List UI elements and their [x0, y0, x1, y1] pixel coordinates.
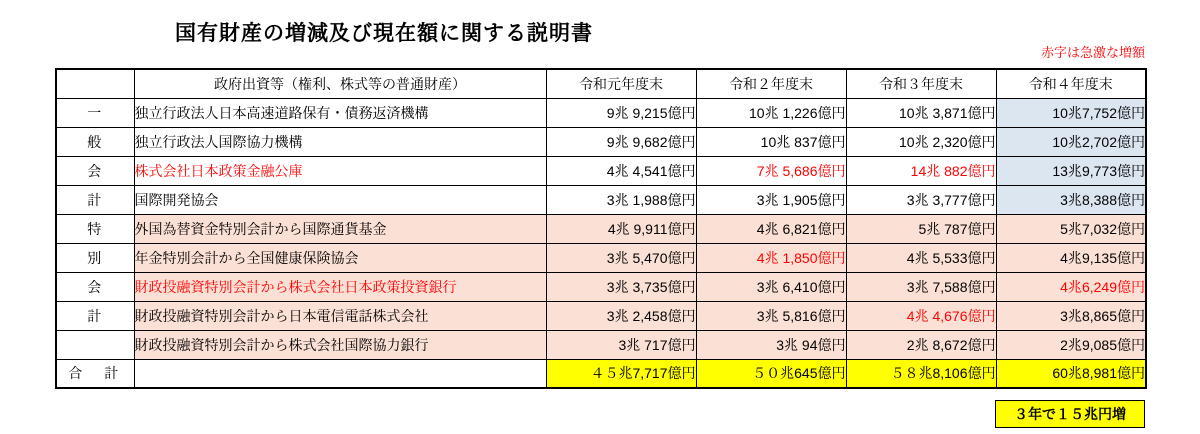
- group-label-general-2: 般: [56, 127, 134, 156]
- row-7-value-1: 3兆 5,816億円: [696, 301, 846, 330]
- table-row: [56, 185, 1146, 214]
- group-label-general-1: 一: [56, 98, 134, 127]
- row-5-value-1: 4兆 1,850億円: [696, 243, 846, 272]
- row-8-value-1: 3兆 94億円: [696, 330, 846, 359]
- table-total-row: [56, 359, 1146, 388]
- page-title: 国有財産の増減及び現在額に関する説明書: [175, 22, 593, 45]
- row-7-value-3: 3兆8,865億円: [996, 301, 1146, 330]
- row-1-value-1: 10兆 837億円: [696, 127, 846, 156]
- table-row: [56, 214, 1146, 243]
- row-6-value-2: 3兆 7,588億円: [846, 272, 996, 301]
- total-value-0: ４５兆7,717億円: [546, 359, 696, 388]
- group-label-special-4: 計: [56, 301, 134, 330]
- red-legend-note: 赤字は急激な増額: [1040, 45, 1145, 60]
- table-row: [56, 127, 1146, 156]
- row-3-value-0: 3兆 1,988億円: [546, 185, 696, 214]
- row-4-value-2: 5兆 787億円: [846, 214, 996, 243]
- row-name-6: 財政投融資特別会計から株式会社日本政策投資銀行: [134, 272, 546, 301]
- row-3-value-1: 3兆 1,905億円: [696, 185, 846, 214]
- row-3-value-2: 3兆 3,777億円: [846, 185, 996, 214]
- table-row: [56, 156, 1146, 185]
- row-name-8: 財政投融資特別会計から株式会社国際協力銀行: [134, 330, 546, 359]
- row-name-0: 独立行政法人日本高速道路保有・債務返済機構: [134, 98, 546, 127]
- row-0-value-1: 10兆 1,226億円: [696, 98, 846, 127]
- row-3-value-3: 3兆8,388億円: [996, 185, 1146, 214]
- row-1-value-2: 10兆 2,320億円: [846, 127, 996, 156]
- table-row: [56, 301, 1146, 330]
- table-header-row: [56, 69, 1146, 98]
- row-5-value-2: 4兆 5,533億円: [846, 243, 996, 272]
- row-name-1: 独立行政法人国際協力機構: [134, 127, 546, 156]
- header-year-3: 令和３年度末: [846, 69, 996, 98]
- row-4-value-0: 4兆 9,911億円: [546, 214, 696, 243]
- row-4-value-1: 4兆 6,821億円: [696, 214, 846, 243]
- row-1-value-3: 10兆2,702億円: [996, 127, 1146, 156]
- row-1-value-0: 9兆 9,682億円: [546, 127, 696, 156]
- row-4-value-3: 5兆7,032億円: [996, 214, 1146, 243]
- header-year-1: 令和元年度末: [546, 69, 696, 98]
- row-8-value-3: 2兆9,085億円: [996, 330, 1146, 359]
- row-name-2: 株式会社日本政策金融公庫: [134, 156, 546, 185]
- row-6-value-3: 4兆6,249億円: [996, 272, 1146, 301]
- row-8-value-2: 2兆 8,672億円: [846, 330, 996, 359]
- row-5-value-3: 4兆9,135億円: [996, 243, 1146, 272]
- group-label-general-4: 計: [56, 185, 134, 214]
- row-6-value-1: 3兆 6,410億円: [696, 272, 846, 301]
- table-row: [56, 272, 1146, 301]
- row-name-3: 国際開発協会: [134, 185, 546, 214]
- group-label-special-2: 別: [56, 243, 134, 272]
- group-label-special-5: [56, 330, 134, 359]
- header-side-blank: [56, 69, 134, 98]
- row-5-value-0: 3兆 5,470億円: [546, 243, 696, 272]
- row-0-value-2: 10兆 3,871億円: [846, 98, 996, 127]
- total-value-1: ５０兆645億円: [696, 359, 846, 388]
- row-7-value-0: 3兆 2,458億円: [546, 301, 696, 330]
- group-label-special-1: 特: [56, 214, 134, 243]
- table-row: [56, 98, 1146, 127]
- header-year-4: 令和４年度末: [996, 69, 1146, 98]
- asset-table: [55, 68, 1147, 389]
- row-0-value-0: 9兆 9,215億円: [546, 98, 696, 127]
- row-0-value-3: 10兆7,752億円: [996, 98, 1146, 127]
- total-value-3: 60兆8,981億円: [996, 359, 1146, 388]
- row-6-value-0: 3兆 3,735億円: [546, 272, 696, 301]
- row-7-value-2: 4兆 4,676億円: [846, 301, 996, 330]
- row-name-5: 年金特別会計から全国健康保険協会: [134, 243, 546, 272]
- row-8-value-0: 3兆 717億円: [546, 330, 696, 359]
- row-2-value-3: 13兆9,773億円: [996, 156, 1146, 185]
- total-label: 合 計: [56, 359, 134, 388]
- row-name-4: 外国為替資金特別会計から国際通貨基金: [134, 214, 546, 243]
- header-item-name: 政府出資等（権利、株式等の普通財産）: [134, 69, 546, 98]
- growth-footnote: ３年で１５兆円増: [995, 400, 1145, 428]
- total-name-blank: [134, 359, 546, 388]
- group-label-general-3: 会: [56, 156, 134, 185]
- table-row: [56, 243, 1146, 272]
- row-2-value-1: 7兆 5,686億円: [696, 156, 846, 185]
- table-row: [56, 330, 1146, 359]
- group-label-special-3: 会: [56, 272, 134, 301]
- total-value-2: ５８兆8,106億円: [846, 359, 996, 388]
- row-name-7: 財政投融資特別会計から日本電信電話株式会社: [134, 301, 546, 330]
- row-2-value-0: 4兆 4,541億円: [546, 156, 696, 185]
- header-year-2: 令和２年度末: [696, 69, 846, 98]
- row-2-value-2: 14兆 882億円: [846, 156, 996, 185]
